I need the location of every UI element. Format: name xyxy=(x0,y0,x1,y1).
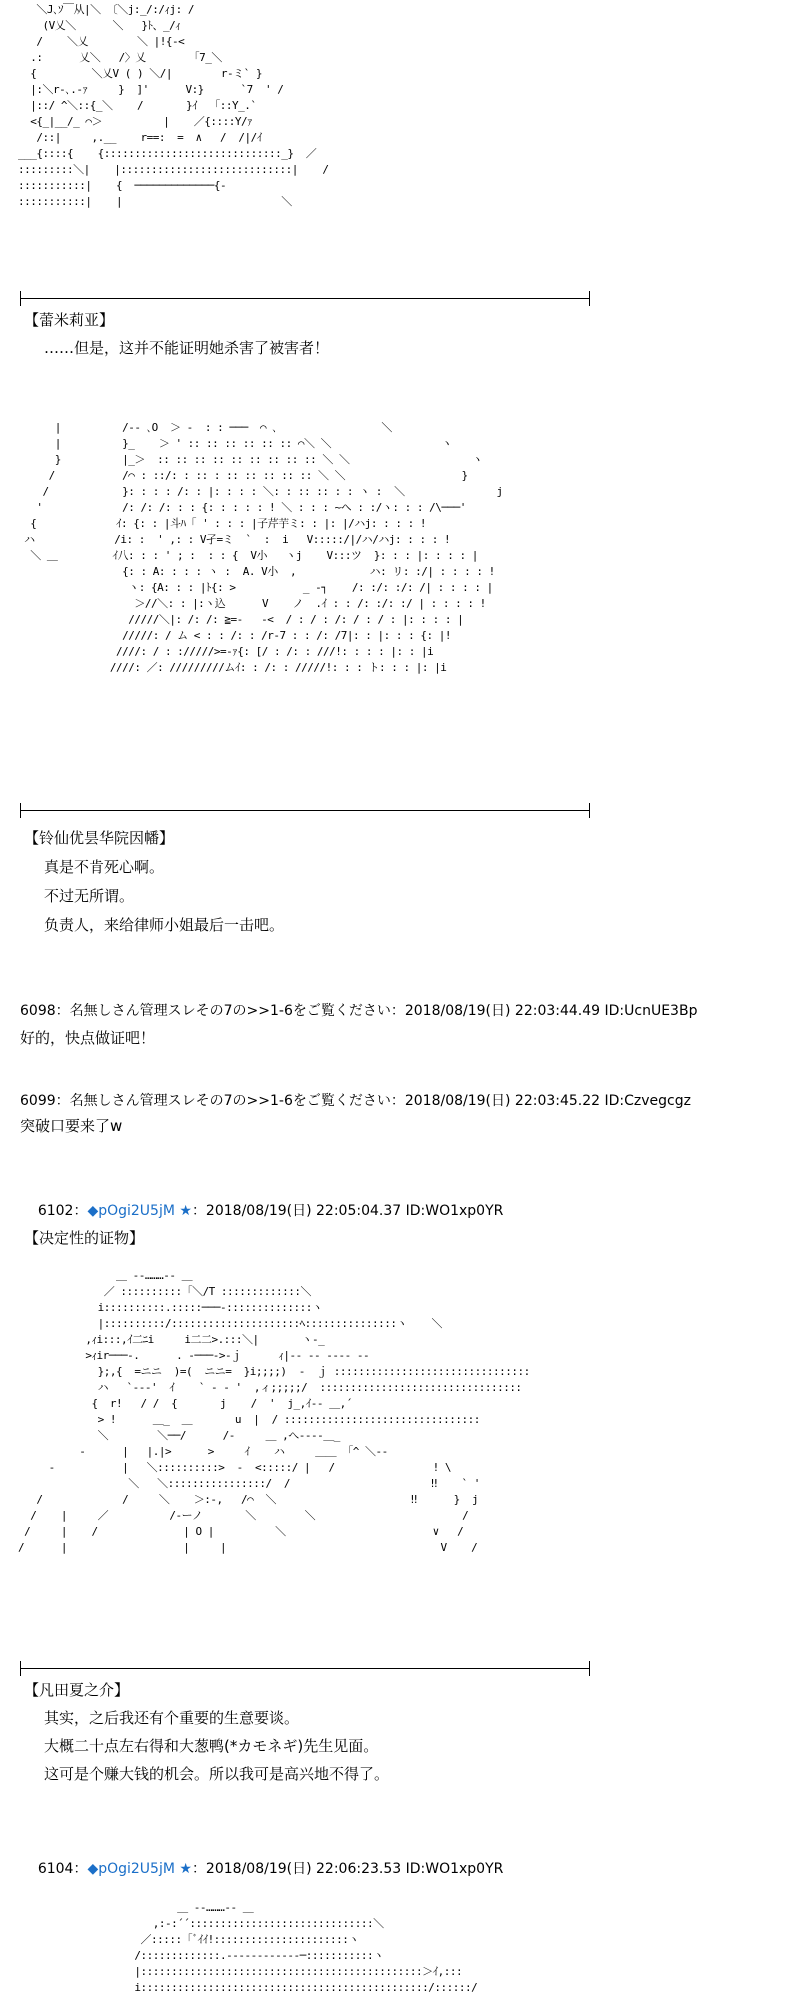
ascii-art-natsunosuke-2: ＿ -‐………‐- ＿ ,:‐:´´::::::::::::::::::::::::::::::＼ ／:::::「ﾞｲｲ!::::::::::::::::::::::ヽ /:::::::::::::.------------─:::::::::::ヽ |::::::::::::::::::::::::::::::::::::::::::::::＞ｲ,::: i:::::::::::::::::::::::::::::::::::::::::::::::/::::::/ xyxy=(134,1901,478,1994)
scene-title: 【决定性的证物】 xyxy=(24,1229,145,1247)
post-number: 6104： xyxy=(37,1861,88,1877)
post-meta: ：2018/08/19(日) 22:06:23.53 ID:WO1xp0YR xyxy=(191,1861,504,1877)
speaker-label: 【蕾米莉亚】 xyxy=(24,311,115,329)
dialog-line: ……但是，这并不能证明她杀害了被害者！ xyxy=(44,339,330,357)
post-number: 6102： xyxy=(37,1203,88,1219)
ascii-art-natsunosuke: ＿ -‐………‐- ＿ ／ ::::::::::「＼/T :::::::::::::＼ i::::::::::.:::::───-::::::::::::::ヽ |::::::::::/:::::::::::::::::::::ﾍ:::::::::::::::ヽ ＼ ,ｨi:::,ｲ二ﾆi i二二>.:::＼| ヽ-_ >ｨir───-. . -───->-ｊ ｨ|-‐ ‐‐ ---- -- };,{ =ニニ )=( ニニ= }i;;;;) - ｊ :::::::::::::::::::::::::::::::: ハ `‐-‐' ｲ ` ‐ - ' ,ィ;;;;;/ ::::::::::::::::::::::::::::::::: { r! / / { j / ' j_,ｲ-‐ ＿,´ > ! ＿_ ＿ u | / :::::::::::::::::::::::::::::::: ＼ ＼──/ /‐ ＿ ,へ-‐‐‐＿_ - | |.|> > ｲ ハ ＿＿ 「^ ＼‐‐ ‐ | ＼::::::::::> - <:::::/ | / ! \ ＼ ＼::::::::::::::::/ / ‼ ` ' / / ＼ ＞:-, /⌒ ＼ ‼ } j / | ／ /-ーノ ＼ ＼ / / | / | O | ＼ ∨ / / | | | V / xyxy=(18,1269,530,1554)
dialog-line: 这可是个赚大钱的机会。所以我可是高兴地不得了。 xyxy=(44,1765,390,1783)
dialog-line: 不过无所谓。 xyxy=(44,887,135,905)
post-body: 好的，快点做证吧！ xyxy=(20,1029,156,1047)
dialog-line: 真是不肯死心啊。 xyxy=(44,858,165,876)
scene-divider xyxy=(20,810,590,811)
post-meta: ：2018/08/19(日) 22:05:04.37 ID:WO1xp0YR xyxy=(191,1203,504,1219)
speaker-label: 【凡田夏之介】 xyxy=(24,1681,130,1699)
post-author-link[interactable]: ◆pOgi2U5jM ★ xyxy=(87,1861,192,1877)
ascii-art-reisen: | /-- ､O ＞ - : : ─── ⌒ ､ ＼ | }_ ＞ ' :: :: :: :: :: :: ⌒＼ ＼ ヽ } |_＞ :: :: :: :: :: :: :: :: :: ＼ ＼ ヽ / /⌒ : ::/: : :: : :: :: :: :: :: ＼ ＼ } / }: : : : /: : |: : : : ＼: : :: :: : : ヽ : ＼ j ' /: /: /: : : {: : : : : ! ＼ : : : ~ヘ : :/ヽ: : : /\───' { ｲ: {: : |斗ﾊ「 ' : : : |子芹芋ミ: : |: |/ハj: : : : ! ハ /i: : ' ,: : V孑=ミ ` : i V:::::/|/ハ/ハj: : : : ! ＼ ＿ ｲ八: : : ' ; : : : { V小 ヽj V:::ツ }: : : |: : : : | {: : A: : : : ヽ : A. V小 , ハ: リ: :/| : : : : ! ヽ: {A: : : |ﾄ{: > _ ‐┐ /: :/: :/: /| : : : : | ＞//＼: : |:ヽ込 V ノ .ｲ : : /: :/: :/ | : : : : ! /////＼|: /: /: ≧=‐ ‐< / : / : /: / : / : |: : : : | /////: / ム < : : /: : /r-7 : : /: /7|: : |: : : {: |! ////: / : ://///>=‐ｧ{: [/ : /: : ///!: : : : |: : |i ////: ／: /////////ムｲ: : /: : /////!: : : ト: : : |: |i xyxy=(24,421,503,674)
post-header: 6099：名無しさん管理スレその7の>>1-6をご覧ください：2018/08/19(日) 22:03:45.22 ID:Czvegcgz xyxy=(20,1093,691,1109)
post-header: 6098：名無しさん管理スレその7の>>1-6をご覧ください：2018/08/19(日) 22:03:44.49 ID:UcnUE3Bp xyxy=(20,1003,698,1019)
dialog-line: 其实，之后我还有个重要的生意要谈。 xyxy=(44,1709,300,1727)
speaker-label: 【铃仙优昙华院因幡】 xyxy=(24,829,175,847)
dialog-line: 大概二十点左右得和大葱鸭(*カモネギ)先生见面。 xyxy=(44,1737,379,1755)
post-body: 突破口要来了w xyxy=(20,1117,123,1135)
post-author-link[interactable]: ◆pOgi2U5jM ★ xyxy=(87,1203,192,1219)
dialog-line: 负责人，来给律师小姐最后一击吧。 xyxy=(44,916,285,934)
scene-divider xyxy=(20,298,590,299)
scene-divider xyxy=(20,1668,590,1669)
ascii-art-remilia: ＼J､ｿ￣从|＼ 〔＼j:_/:/ｨj: / (V乂＼ ＼ }ﾄ、_/ｨ / ＼乂 ＼ |!{-< .: 乂＼ /〉乂 「7_＼ { ＼乂V ( ) ＼/| r‐ミ` } |:＼r-､.-ｧ } ]' V:} `7 ' / |::/ ^＼::{_＼ / }ｲ 「::Y_.` <{_|__/_ ⌒＞ | ／{::::Y/ｧ /::| ,.__ r==: = ∧ / /|/ｲ ___{::::{ {:::::::::::::::::::::::::::::_} ／ :::::::::＼| |::::::::::::::::::::::::::::| / :::::::::::| { ─────────────{‐ :::::::::::| | ＼ xyxy=(18,3,329,208)
post-header-6104 xyxy=(20,1842,503,1894)
